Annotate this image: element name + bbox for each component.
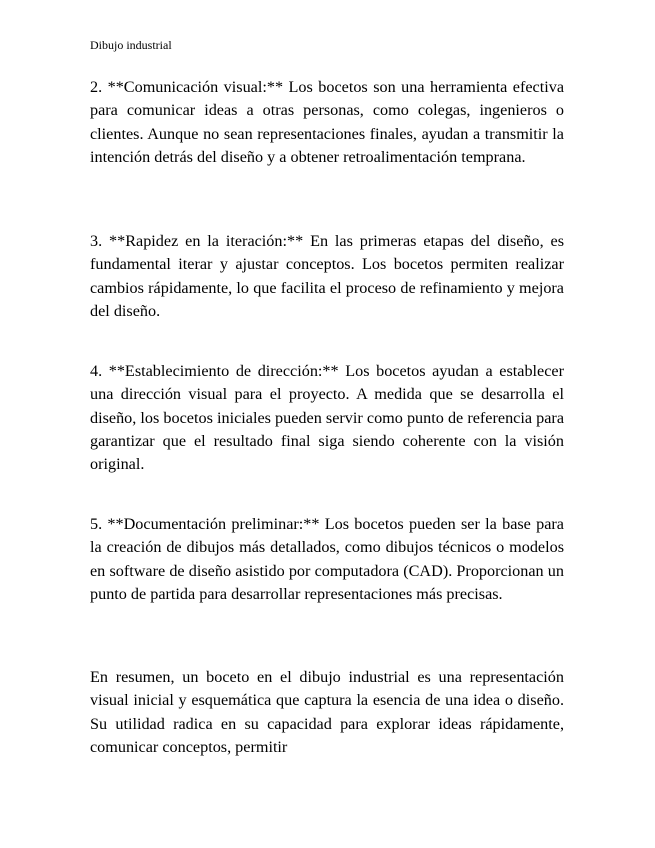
paragraph-resumen: En resumen, un boceto en el dibujo industrial es una representación visual inicial y esquemática que captura la esencia de una idea o diseño. Su utilidad radica en su capacidad para explorar ideas rápidamente, comunicar conceptos, permitir [90, 668, 564, 756]
paragraph-establecimiento-direccion: 4. **Establecimiento de dirección:** Los bocetos ayudan a establecer una dirección visual para el proyecto. A medida que se desarrolla el diseño, los bocetos iniciales pueden servir como punto de referencia para garantizar que el resultado final siga siendo coherente con la visión original. [90, 362, 564, 474]
running-header: Dibujo industrial [90, 38, 172, 52]
paragraph-comunicacion-visual: 2. **Comunicación visual:** Los bocetos son una herramienta efectiva para comunicar ideas a otras personas, como colegas, ingenieros o clientes. Aunque no sean representaciones finales, ayudan a transmitir la intención detrás del diseño y a obtener retroalimentación temprana. [90, 78, 564, 166]
paragraph-rapidez-iteracion: 3. **Rapidez en la iteración:** En las primeras etapas del diseño, es fundamental iterar y ajustar conceptos. Los bocetos permiten realizar cambios rápidamente, lo que facilita el proceso de refinamiento y mejora del diseño. [90, 232, 564, 320]
paragraph-documentacion-preliminar: 5. **Documentación preliminar:** Los bocetos pueden ser la base para la creación de dibujos más detallados, como dibujos técnicos o modelos en software de diseño asistido por computadora (CAD). Proporcionan un punto de partida para desarrollar representaciones más precisas. [90, 515, 564, 603]
